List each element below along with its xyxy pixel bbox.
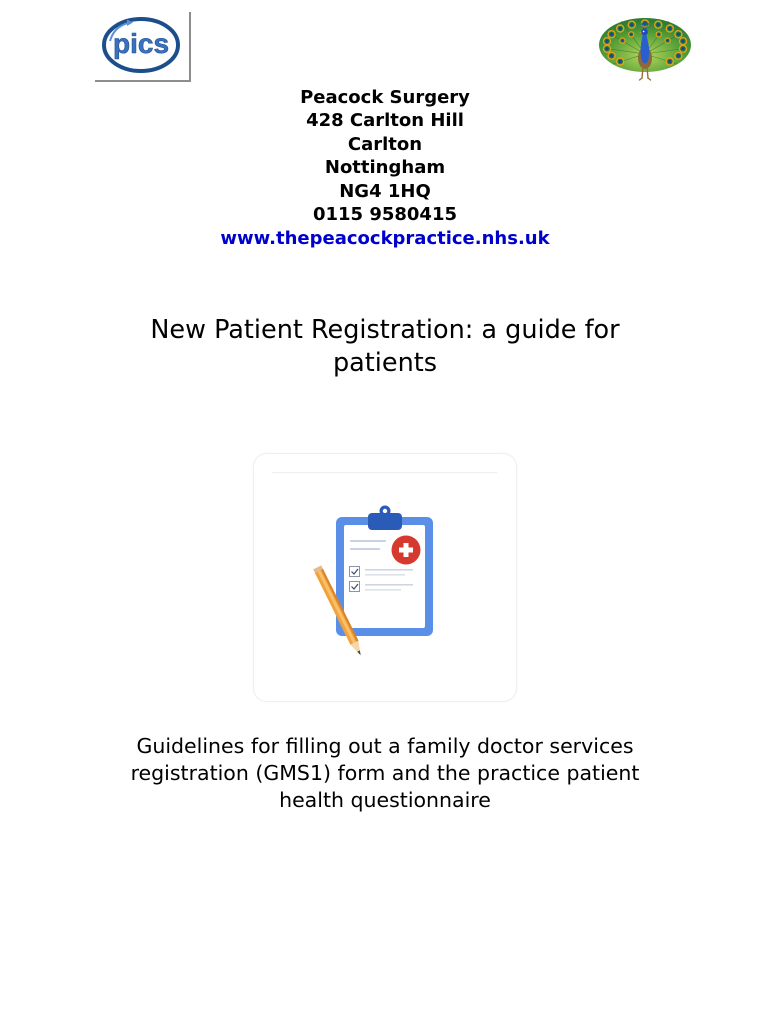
medical-cross-icon (392, 536, 421, 565)
pics-logo (95, 12, 191, 82)
pics-logo-text: pics (112, 28, 170, 59)
checkbox-icon (350, 567, 360, 577)
clipboard-clip (368, 513, 402, 530)
page-title (0, 314, 770, 380)
address-street: 428 Carlton Hill (306, 110, 464, 131)
address-city: Nottingham (324, 157, 446, 178)
website-link[interactable]: www.thepeacockpractice.nhs.uk (220, 227, 550, 249)
checkbox-icon (350, 582, 360, 592)
pics-logo-icon (95, 12, 189, 80)
illustration-card (253, 453, 517, 702)
guidelines-line: Guidelines for filling out a family doctor services (136, 733, 634, 758)
address-block (0, 86, 770, 251)
clipboard-medical-icon (253, 453, 517, 702)
title-line: patients (332, 347, 438, 378)
divider (272, 472, 497, 473)
practice-name: Peacock Surgery (300, 86, 470, 108)
guidelines-line: registration (GMS1) form and the practice patient (130, 760, 640, 785)
address-area: Carlton (347, 133, 423, 155)
phone-number: 0115 9580415 (312, 204, 458, 225)
guidelines-text (0, 733, 770, 814)
peacock-logo (597, 14, 694, 82)
title-line: New Patient Registration: a guide for (150, 314, 620, 345)
guidelines-line: health questionnaire (279, 787, 491, 812)
address-postcode: NG4 1HQ (339, 180, 431, 202)
